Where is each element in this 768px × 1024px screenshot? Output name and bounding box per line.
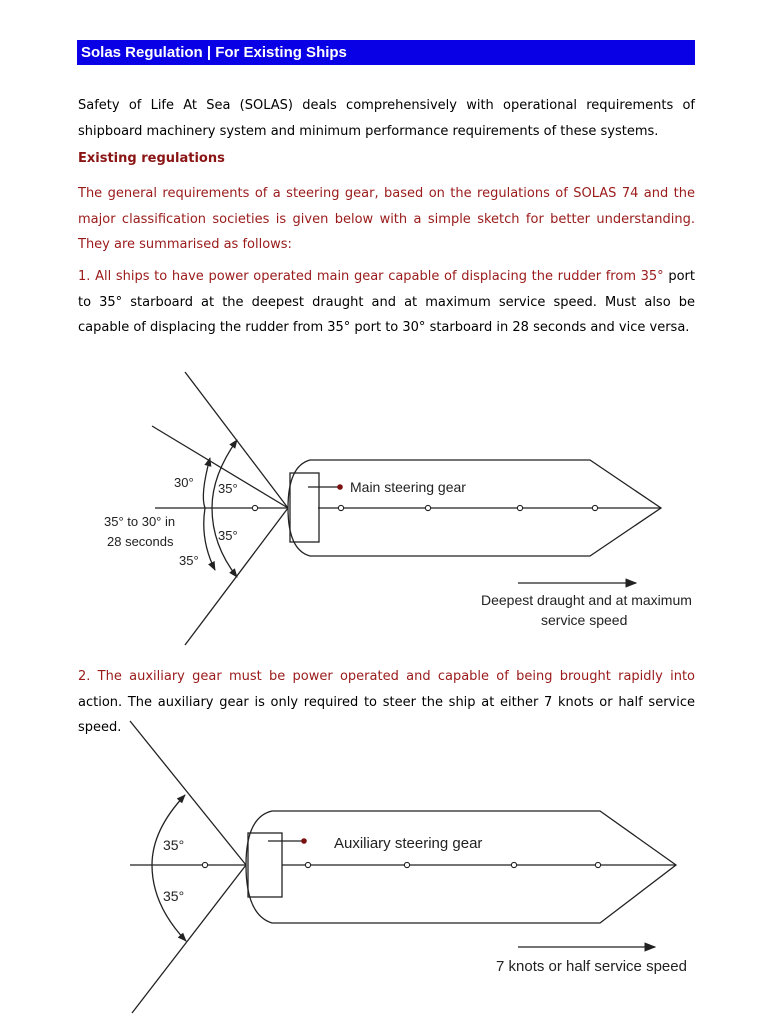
- requirement-item-2-black: action. The auxiliary gear is only required to steer the ship at either 7 knots or half service speed.: [78, 694, 695, 735]
- rudder-limit-line-upper: [130, 721, 246, 865]
- rudder-limit-line-lower: [132, 865, 246, 1013]
- angle-label-30: 30°: [174, 475, 194, 490]
- auxiliary-steering-gear-diagram: [0, 715, 768, 1024]
- requirement-item-2-red: 2. The auxiliary gear must be power operated and capable of being brought rapidly into: [78, 669, 695, 684]
- centre-marker: [202, 862, 207, 867]
- main-steering-gear-label: Main steering gear: [350, 479, 466, 495]
- centre-marker: [511, 862, 516, 867]
- time-label-line-1: 35° to 30° in: [104, 514, 176, 529]
- angle-label-35-bottom: 35°: [218, 528, 238, 543]
- rudder-stock: [290, 473, 319, 542]
- hull-outline: [246, 811, 676, 923]
- speed-label-line-2: service speed: [541, 612, 628, 628]
- centre-marker: [338, 505, 343, 510]
- main-steering-gear-diagram: [0, 360, 768, 660]
- speed-label: 7 knots or half service speed: [496, 958, 687, 975]
- requirement-item-1: [78, 264, 695, 341]
- centre-marker: [425, 505, 430, 510]
- centre-marker: [305, 862, 310, 867]
- angle-label-35-top: 35°: [163, 837, 185, 853]
- document-title: Solas Regulation | For Existing Ships: [77, 40, 695, 65]
- centre-marker: [517, 505, 522, 510]
- auxiliary-steering-gear-label: Auxiliary steering gear: [334, 835, 483, 852]
- centre-marker: [595, 862, 600, 867]
- arc-35-top: [152, 795, 185, 865]
- angle-label-35-lower: 35°: [179, 553, 199, 568]
- arc-35-top: [212, 440, 237, 508]
- requirement-item-1-black: port to 35° starboard at the deepest draught and at maximum service speed. Must also be capable of displacing the rudder from 35° port to 30° starboard in 28 seconds and vice versa.: [78, 269, 696, 335]
- intro-paragraph: Safety of Life At Sea (SOLAS) deals comprehensively with operational requirements of shipboard machinery system and minimum performance requirements of these systems.: [78, 98, 695, 139]
- requirement-item-1-red: 1. All ships to have power operated main gear capable of displacing the rudder from 35°: [78, 269, 664, 284]
- gear-marker-dot: [301, 838, 307, 844]
- gear-marker-dot: [337, 484, 343, 490]
- time-label-line-2: 28 seconds: [107, 534, 174, 549]
- general-requirements-paragraph: The general requirements of a steering gear, based on the regulations of SOLAS 74 and the major classification societies is given below with a simple sketch for better understanding. They are summarised as follows:: [78, 186, 695, 252]
- section-heading: Existing regulations: [78, 151, 225, 166]
- rudder-stock: [248, 833, 282, 897]
- arc-30: [203, 458, 210, 508]
- centre-marker: [252, 505, 257, 510]
- speed-label-line-1: Deepest draught and at maximum: [481, 592, 692, 608]
- centre-marker: [404, 862, 409, 867]
- centre-marker: [592, 505, 597, 510]
- angle-label-35-bottom: 35°: [163, 888, 185, 904]
- arc-35-lower: [204, 508, 215, 570]
- angle-label-35-top: 35°: [218, 481, 238, 496]
